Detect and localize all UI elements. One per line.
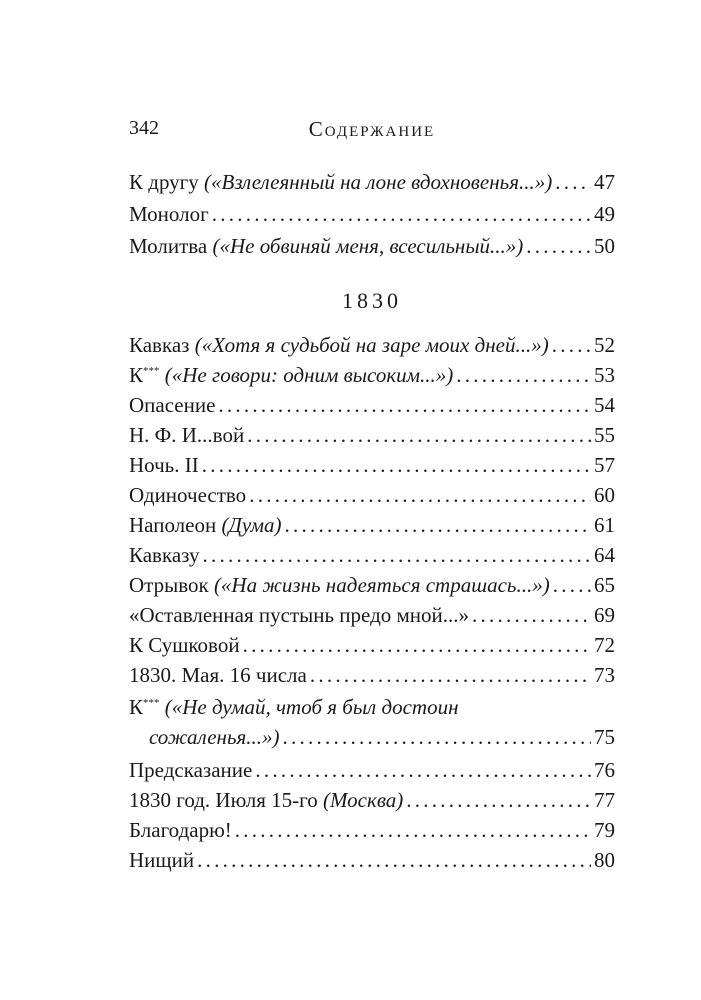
entry-page: 57 xyxy=(594,453,615,477)
entry-title: Нищий xyxy=(129,848,195,872)
toc-entry xyxy=(129,848,615,878)
toc-entry xyxy=(129,633,615,663)
page-header xyxy=(129,117,615,143)
toc-entry xyxy=(129,543,615,573)
entry-title: К xyxy=(129,363,144,387)
leader-dots xyxy=(243,633,591,658)
toc-entry xyxy=(129,202,615,232)
toc-entry xyxy=(129,818,615,848)
leader-dots xyxy=(249,483,591,508)
entry-title: 1830. Мая. 16 числа xyxy=(129,663,307,687)
leader-dots xyxy=(202,453,591,478)
year-heading: 1830 xyxy=(342,288,402,313)
toc-entry-first-line xyxy=(129,695,615,720)
leader-dots xyxy=(555,170,591,195)
entry-page: 52 xyxy=(594,333,615,357)
toc-entry xyxy=(129,725,615,755)
toc-entry xyxy=(129,663,615,693)
toc-entry xyxy=(129,423,615,453)
toc-entry xyxy=(129,363,615,393)
toc-entry xyxy=(129,393,615,423)
running-title: Содержание xyxy=(308,117,436,141)
leader-dots xyxy=(456,363,591,388)
entry-page: 55 xyxy=(594,423,615,447)
leader-dots xyxy=(283,725,591,750)
toc-entry xyxy=(129,453,615,483)
leader-dots xyxy=(310,663,591,688)
entry-page: 49 xyxy=(594,202,615,226)
toc-entry xyxy=(129,333,615,363)
entry-page: 50 xyxy=(594,234,615,258)
toc-entry xyxy=(129,573,615,603)
toc-entry xyxy=(129,170,615,200)
entry-title: К xyxy=(129,695,144,719)
entry-title: Молитва xyxy=(129,234,208,258)
entry-page: 79 xyxy=(594,818,615,842)
entry-subtitle: (Москва) xyxy=(322,788,404,812)
entry-subtitle: («Взлелеянный на лоне вдохновенья...») xyxy=(204,170,553,194)
entry-title: Монолог xyxy=(129,202,209,226)
entry-page: 75 xyxy=(594,725,615,749)
toc-entry xyxy=(129,603,615,633)
entry-superscript: *** xyxy=(143,697,160,709)
toc-entry xyxy=(129,513,615,543)
page-number: 342 xyxy=(129,117,159,139)
entry-subtitle: (Дума) xyxy=(221,513,282,537)
entry-page: 72 xyxy=(594,633,615,657)
entry-page: 69 xyxy=(594,603,615,627)
toc-entry xyxy=(129,788,615,818)
entry-page: 77 xyxy=(594,788,615,812)
entry-page: 54 xyxy=(594,393,615,417)
entry-title: Предсказание xyxy=(129,758,253,782)
leader-dots xyxy=(526,234,591,259)
leader-dots xyxy=(197,848,591,873)
entry-title: 1830 год. Июля 15-го xyxy=(129,788,318,812)
leader-dots xyxy=(285,513,591,538)
leader-dots xyxy=(406,788,591,813)
entry-title: К другу xyxy=(129,170,199,194)
entry-page: 65 xyxy=(594,573,615,597)
leader-dots xyxy=(218,393,591,418)
entry-page: 64 xyxy=(594,543,615,567)
leader-dots xyxy=(212,202,591,227)
leader-dots xyxy=(203,543,591,568)
leader-dots xyxy=(255,758,591,783)
entry-subtitle: («На жизнь надеяться страшась...») xyxy=(213,573,550,597)
entry-superscript: *** xyxy=(143,365,160,377)
entry-title: Благодарю! xyxy=(129,818,232,842)
leader-dots xyxy=(472,603,591,628)
entry-page: 47 xyxy=(594,170,615,194)
toc-entry xyxy=(129,234,615,264)
entry-title: Одиночество xyxy=(129,483,247,507)
entry-title: Кавказу xyxy=(129,543,200,567)
entry-title: Опасение xyxy=(129,393,216,417)
entry-title: Наполеон xyxy=(129,513,217,537)
entry-page: 80 xyxy=(594,848,615,872)
entry-title: Ночь. II xyxy=(129,453,199,477)
entry-page: 60 xyxy=(594,483,615,507)
entry-subtitle-continued: сожаленья...») xyxy=(149,725,280,749)
leader-dots xyxy=(553,573,591,598)
entry-subtitle: («Хотя я судьбой на заре моих дней...») xyxy=(194,333,549,357)
entry-page: 53 xyxy=(594,363,615,387)
entry-subtitle: («Не обвиняй меня, всесильный...») xyxy=(212,234,524,258)
entry-title: Н. Ф. И...вой xyxy=(129,423,245,447)
leader-dots xyxy=(235,818,591,843)
entry-title: Отрывок xyxy=(129,573,209,597)
toc-entry xyxy=(129,758,615,788)
entry-page: 76 xyxy=(594,758,615,782)
entry-page: 61 xyxy=(594,513,615,537)
entry-title: К Сушковой xyxy=(129,633,240,657)
entry-subtitle: («Не думай, чтоб я был достоин xyxy=(164,695,459,719)
entry-subtitle: («Не говори: одним высоким...») xyxy=(164,363,454,387)
leader-dots xyxy=(247,423,591,448)
entry-title: Кавказ xyxy=(129,333,190,357)
entry-title: «Оставленная пустынь предо мной...» xyxy=(129,603,470,627)
entry-page: 73 xyxy=(594,663,615,687)
leader-dots xyxy=(552,333,591,358)
toc-entry xyxy=(129,483,615,513)
